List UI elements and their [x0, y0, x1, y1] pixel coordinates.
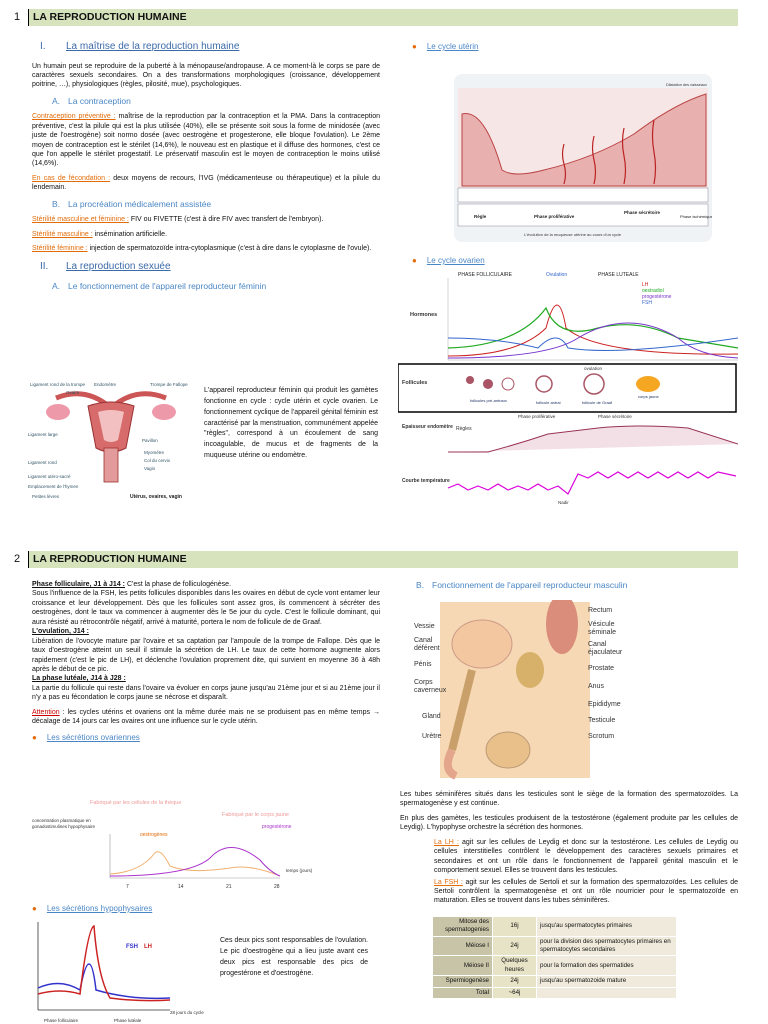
right-column — [396, 36, 746, 57]
table-cell: 16j — [493, 917, 537, 937]
male-label: séminale — [588, 629, 617, 636]
bullet-heading: ● Les sécrétions ovariennes — [32, 732, 140, 742]
table-cell: Total — [433, 987, 493, 998]
hypophysis-graph — [30, 918, 216, 1024]
ovarian-label: PHASE FOLLICULAIRE — [458, 272, 512, 278]
uterin-label: L'évolution de la muqueuse utérine au cours d'un cycle — [524, 232, 622, 237]
ovarian-secretion-chart — [30, 794, 320, 892]
table-cell — [537, 987, 677, 998]
table-cell: Méiose II — [433, 956, 493, 976]
male-anatomy-diagram — [412, 600, 664, 784]
spermatogenesis-table — [432, 916, 677, 999]
male-label: Epididyme — [588, 701, 621, 708]
sec-hy-label: 28 jours du cycle — [170, 1010, 204, 1015]
paragraph: La partie du follicule qui reste dans l'ovaire va évoluer en corps jaune jusqu'au 21ème jour et si au 21ème jour il n'y a pas eu fécondation le corps jaune se nécrose et disparaît. — [32, 684, 380, 702]
table-cell: Spermiogenèse — [433, 976, 493, 987]
page-header — [14, 9, 738, 26]
paragraph: En cas de fécondation : deux moyens de recours, l'IVG (médicamenteuse ou thérapeutique) et la pilule du lendemain. — [32, 174, 380, 192]
bullet-heading: ● Le cycle ovarien — [412, 256, 485, 265]
sec-ov-label: gonadostimulines hypophysaire — [32, 824, 96, 829]
uterin-label: Phase ischémique — [680, 214, 712, 219]
axis-tick: 28 — [274, 884, 280, 890]
paragraph: Les tubes séminifères situés dans les testicules sont le siège de la formation des spermatozoïdes. La spermatogenèse y est continue. — [400, 791, 738, 808]
sec-hy-label: Phase lutéale — [114, 1018, 142, 1023]
subsection-heading: B. La procréation médicalement assistée — [52, 198, 212, 209]
left-column — [32, 580, 380, 747]
page-number: 1 — [14, 11, 21, 24]
paragraph: Ces deux pics sont responsables de l'ovulation. Le pic d'oestrogène qui a lieu juste avant ces deux pics est responsable des pics de progestérone et d'oestrogène. — [220, 937, 368, 977]
table-cell: Mitose des spermatogenies — [433, 917, 493, 937]
ovarian-label: LH — [642, 282, 649, 288]
uterin-label: Phase sécrétoire — [624, 210, 661, 215]
male-label: Canal — [588, 641, 607, 648]
ovarian-label: Phase sécrétoire — [598, 414, 632, 419]
uterus-label: Ligament rond — [28, 460, 57, 465]
sec-ov-label: concentration plasmatique en — [32, 818, 91, 823]
paragraph: L'appareil reproducteur féminin qui produit les gamètes fonctionne en cycle : cycle utérin et cycle ovarien. Le fonctionnement cyclique de l'appareil génital féminin est caractérisé par la menstruation, communément appelée "règles", correspond à un écoulement de sang incoagulable, de mucus et de fragments de la muqueuse utérine ou endomètre. — [204, 387, 378, 460]
uterin-label: Règle — [474, 214, 487, 219]
page-title: LA REPRODUCTION HUMAINE — [28, 551, 738, 568]
uterus-label: Petites lèvres — [32, 494, 60, 499]
section-heading: I. La maîtrise de la reproduction humaine — [40, 41, 240, 52]
uterin-label: Dilatation des vaisseaux — [666, 83, 707, 87]
bullet-item: La LH : agit sur les cellules de Leydig et donc sur la testostérone. Les cellules de Leydig ou cellules interstitielles contrôlent le développement des caractères sexuels primaires et secondaires et ont un rôle dans le fonctionnement de l'appareil génital masculin et le comportement sexuel. Elles se trouvent dans les testicules. — [434, 838, 738, 875]
axis-tick: 14 — [178, 884, 184, 890]
male-label: Corps — [414, 679, 433, 686]
male-label: caverneux — [414, 687, 447, 694]
uterine-cycle-figure — [454, 74, 712, 242]
ovarian-label: Règles — [456, 426, 472, 432]
page-title: LA REPRODUCTION HUMAINE — [28, 9, 738, 26]
ovarian-label: PHASE LUTEALE — [598, 272, 639, 278]
paragraph-heading: L'ovulation, J14 : — [32, 628, 89, 636]
ovarian-label: follicule antral — [536, 400, 561, 405]
paragraph: Libération de l'ovocyte mature par l'ovaire et sa captation par l'ampoule de la trompe de Fallope. Dès que le taux d'oestrogène atteint un seuil il stimule la sécrétion de LH. Le taux de cette hormone augmente alors rapidement (c'est le pic de LH), et déclenche l'ovulation proprement dite, qui survient en moyenne 36 à 48h après le début de ce pic. — [32, 637, 380, 673]
uterin-label: Phase proliférative — [534, 214, 575, 219]
ovarian-label: progestérone — [642, 294, 672, 300]
subsection-heading: A. La contraception — [52, 95, 131, 106]
uterus-label: Endomètre — [94, 382, 117, 387]
sec-hy-label: LH — [144, 944, 152, 950]
ovarian-cycle-figure — [398, 268, 738, 508]
section-heading: II. La reproduction sexuée — [40, 260, 171, 272]
male-label: Prostate — [588, 665, 615, 672]
table-cell: 24j — [493, 936, 537, 956]
page-number: 2 — [14, 553, 21, 566]
subsection-heading: A. Le fonctionnement de l'appareil reproducteur féminin — [52, 281, 267, 292]
left-column-2 — [32, 898, 232, 919]
ovarian-label: follicules pré-antraux — [470, 398, 507, 403]
paragraph: Phase folliculaire, J1 à J14 : C'est la phase de folliculogénèse. — [32, 581, 232, 588]
male-label: Gland — [422, 713, 441, 720]
uterus-label: Pavillon — [142, 438, 158, 443]
sec-hy-label: Phase folliculaire — [44, 1018, 79, 1023]
table-cell: Quelques heures — [493, 956, 537, 976]
ovarian-secretion-graph — [30, 794, 320, 892]
ovarian-label: follicule de Graaf — [582, 400, 613, 405]
left-column — [32, 34, 380, 298]
table-cell: jusqu'au spermatozoide mature — [537, 976, 677, 987]
sec-ov-label: temps (jours) — [286, 868, 313, 873]
paragraph: Un humain peut se reproduire de la puberté à la ménopause/andropause. A ce moment-là le corps se pare de caractères sexuels secondaires. On a des transformations morphologiques (croissance, développement poitrine, …), physiologiques (règles, pilosité, mue), psychologiques. — [32, 62, 380, 89]
table-row — [433, 956, 677, 976]
ovarian-label: Phase proliférative — [518, 414, 556, 419]
uterus-label: Vagin — [144, 466, 156, 471]
table-row — [433, 917, 677, 937]
table-row — [433, 987, 677, 998]
paragraph: Stérilité masculine : insémination artificielle. — [32, 230, 168, 238]
male-label: déférent — [414, 645, 440, 652]
male-label: Rectum — [588, 607, 613, 614]
spermatogenesis-table-wrap — [432, 916, 677, 999]
ovarian-label: Ovulation — [546, 272, 568, 278]
uterus-label: Ovaire — [66, 390, 80, 395]
ovarian-label: Nadir — [558, 500, 569, 505]
male-label: Pénis — [414, 661, 432, 668]
bullet-heading: ● Les sécrétions hypophysaires — [32, 904, 153, 913]
sec-ov-label: oestrogènes — [140, 832, 168, 838]
ovarian-label: FSH — [642, 300, 652, 306]
ovarian-label: ovulation — [584, 366, 603, 371]
paragraph: En plus des gamètes, les testicules produisent de la testostérone (également produite par les cellules de Leydig). L'hypophyse orchestre la sécrétion des hormones. — [400, 814, 738, 832]
paragraph-heading: La phase lutéale, J14 à J28 : — [32, 675, 126, 683]
right-column-text — [400, 790, 738, 906]
subsection-heading: B. Fonctionnement de l'appareil reproducteur masculin — [416, 580, 628, 590]
male-label: Vessie — [414, 623, 435, 630]
table-cell: ~64j — [493, 987, 537, 998]
hypophysis-secretion-chart — [30, 918, 216, 1024]
axis-tick: 21 — [226, 884, 232, 890]
sec-ov-label: Fabriqué par les cellules de la thèque — [90, 800, 182, 806]
table-cell: jusqu'au spermatocytes primaires — [537, 917, 677, 937]
table-cell: pour la division des spermatocytes primaires en spermatocytes secondaires — [537, 936, 677, 956]
table-row — [433, 976, 677, 987]
paragraph: Stérilité féminine : injection de spermatozoïde intra-cytoplasmique (c'est à dire dans le cytoplasme de l'ovule). — [32, 245, 372, 253]
table-cell: pour la formation des spermatides — [537, 956, 677, 976]
page-2 — [0, 546, 768, 1024]
ovarian-label: Hormones — [410, 312, 438, 318]
uterine-cycle-illustration — [454, 74, 712, 242]
uterus-label: Trompe de Fallope — [150, 382, 188, 387]
uterus-label: Ligament utéro-sacré — [28, 474, 71, 479]
ovarian-label: Follicules — [402, 380, 428, 386]
right-column — [400, 580, 740, 595]
male-anatomy-illustration — [412, 600, 664, 784]
uterus-diagram — [26, 378, 196, 502]
paragraph: Stérilité masculine et féminine : FIV ou FIVETTE (c'est à dire FIV avec transfert de l'embryon). — [32, 216, 324, 224]
table-cell: Méiose I — [433, 936, 493, 956]
axis-tick: 7 — [126, 884, 129, 890]
uterus-label: Col du cervix — [144, 458, 171, 463]
sec-ov-label: progestérone — [262, 824, 292, 830]
page-header — [14, 551, 738, 568]
table-row — [433, 936, 677, 956]
male-label: Canal — [414, 637, 433, 644]
paragraph: Contraception préventive : maîtrise de la reproduction par la contraception et la PMA. Dans la contraception préventive, c'est la pilule qui est la plus utilisée (40%), elle se présente soit sous la forme de minidosée (avec juste de l'oestrogène) soit normo dosée (avec oestrogène et progesterone, elle bloque l'ovulation). Le 2ème moyen de contraception est le stérilet (14,6%), le nouveau est en plastique et il diffuse des hormones, c'est ce que l'on appelle le stérilet progestatif. Le préservatif masculin est le moyen de contraception le moins utilisé (14,6%). — [32, 113, 380, 168]
ovarian-label: Courbe température — [402, 478, 450, 484]
ovarian-label: oestradiol — [642, 288, 664, 294]
bullet-item: La FSH : agit sur les cellules de Sertoli et sur la formation des spermatozoïdes. Les cellules de Sertoli contrôlent la spermatogenèse et ont un rôle nourricier pour le spermatozoïde en maturation. Elles se trouvent dans les tubes séminifères. — [434, 878, 738, 905]
male-label: éjaculateur — [588, 649, 623, 656]
ovarian-cycle-chart — [398, 268, 738, 508]
sec-ov-label: Fabriqué par le corps jaune — [222, 812, 289, 818]
uterus-label: Ligament large — [28, 432, 58, 437]
sec-hy-label: FSH — [126, 944, 138, 950]
uterus-illustration — [26, 378, 196, 502]
uterus-label: Utérus, ovaires, vagin — [130, 494, 182, 500]
uterus-label: Ligament rond de la trompe — [30, 382, 86, 387]
male-label: Testicule — [588, 717, 616, 724]
male-label: Vésicule — [588, 621, 615, 628]
table-cell: 24j — [493, 976, 537, 987]
bullet-heading: ● Le cycle utérin — [412, 42, 479, 51]
paragraph: Attention : les cycles utérins et ovariens ont la même durée mais ne se produisent pas en même temps → décalage de 14 jours car les ovaires ont une influence sur le cycle utérin. — [32, 708, 380, 726]
paragraph: Sous l'influence de la FSH, les petits follicules disponibles dans les ovaires en début de cycle vont entamer leur croissance et leur développement. Dès que les follicules sont assez gros, ils commencent à sécréter des oestrogènes, dont le taux va commencer à augmenter dès le 5e jour du cycle. C'est le follicule dominant, qui aura résisté au rétrocontrôle négatif, arrivé à maturité, portera le nom de follicule de de Graaf. — [32, 590, 380, 626]
ovarian-label: corps jaune — [638, 394, 659, 399]
male-label: Anus — [588, 683, 604, 690]
ovarian-label: Epaisseur endomètre — [402, 424, 453, 430]
male-label: Urètre — [422, 733, 442, 740]
uterus-label: Myomètre — [144, 450, 165, 455]
male-label: Scrotum — [588, 733, 615, 740]
uterus-label: Emplacement de l'hymen — [28, 484, 79, 489]
